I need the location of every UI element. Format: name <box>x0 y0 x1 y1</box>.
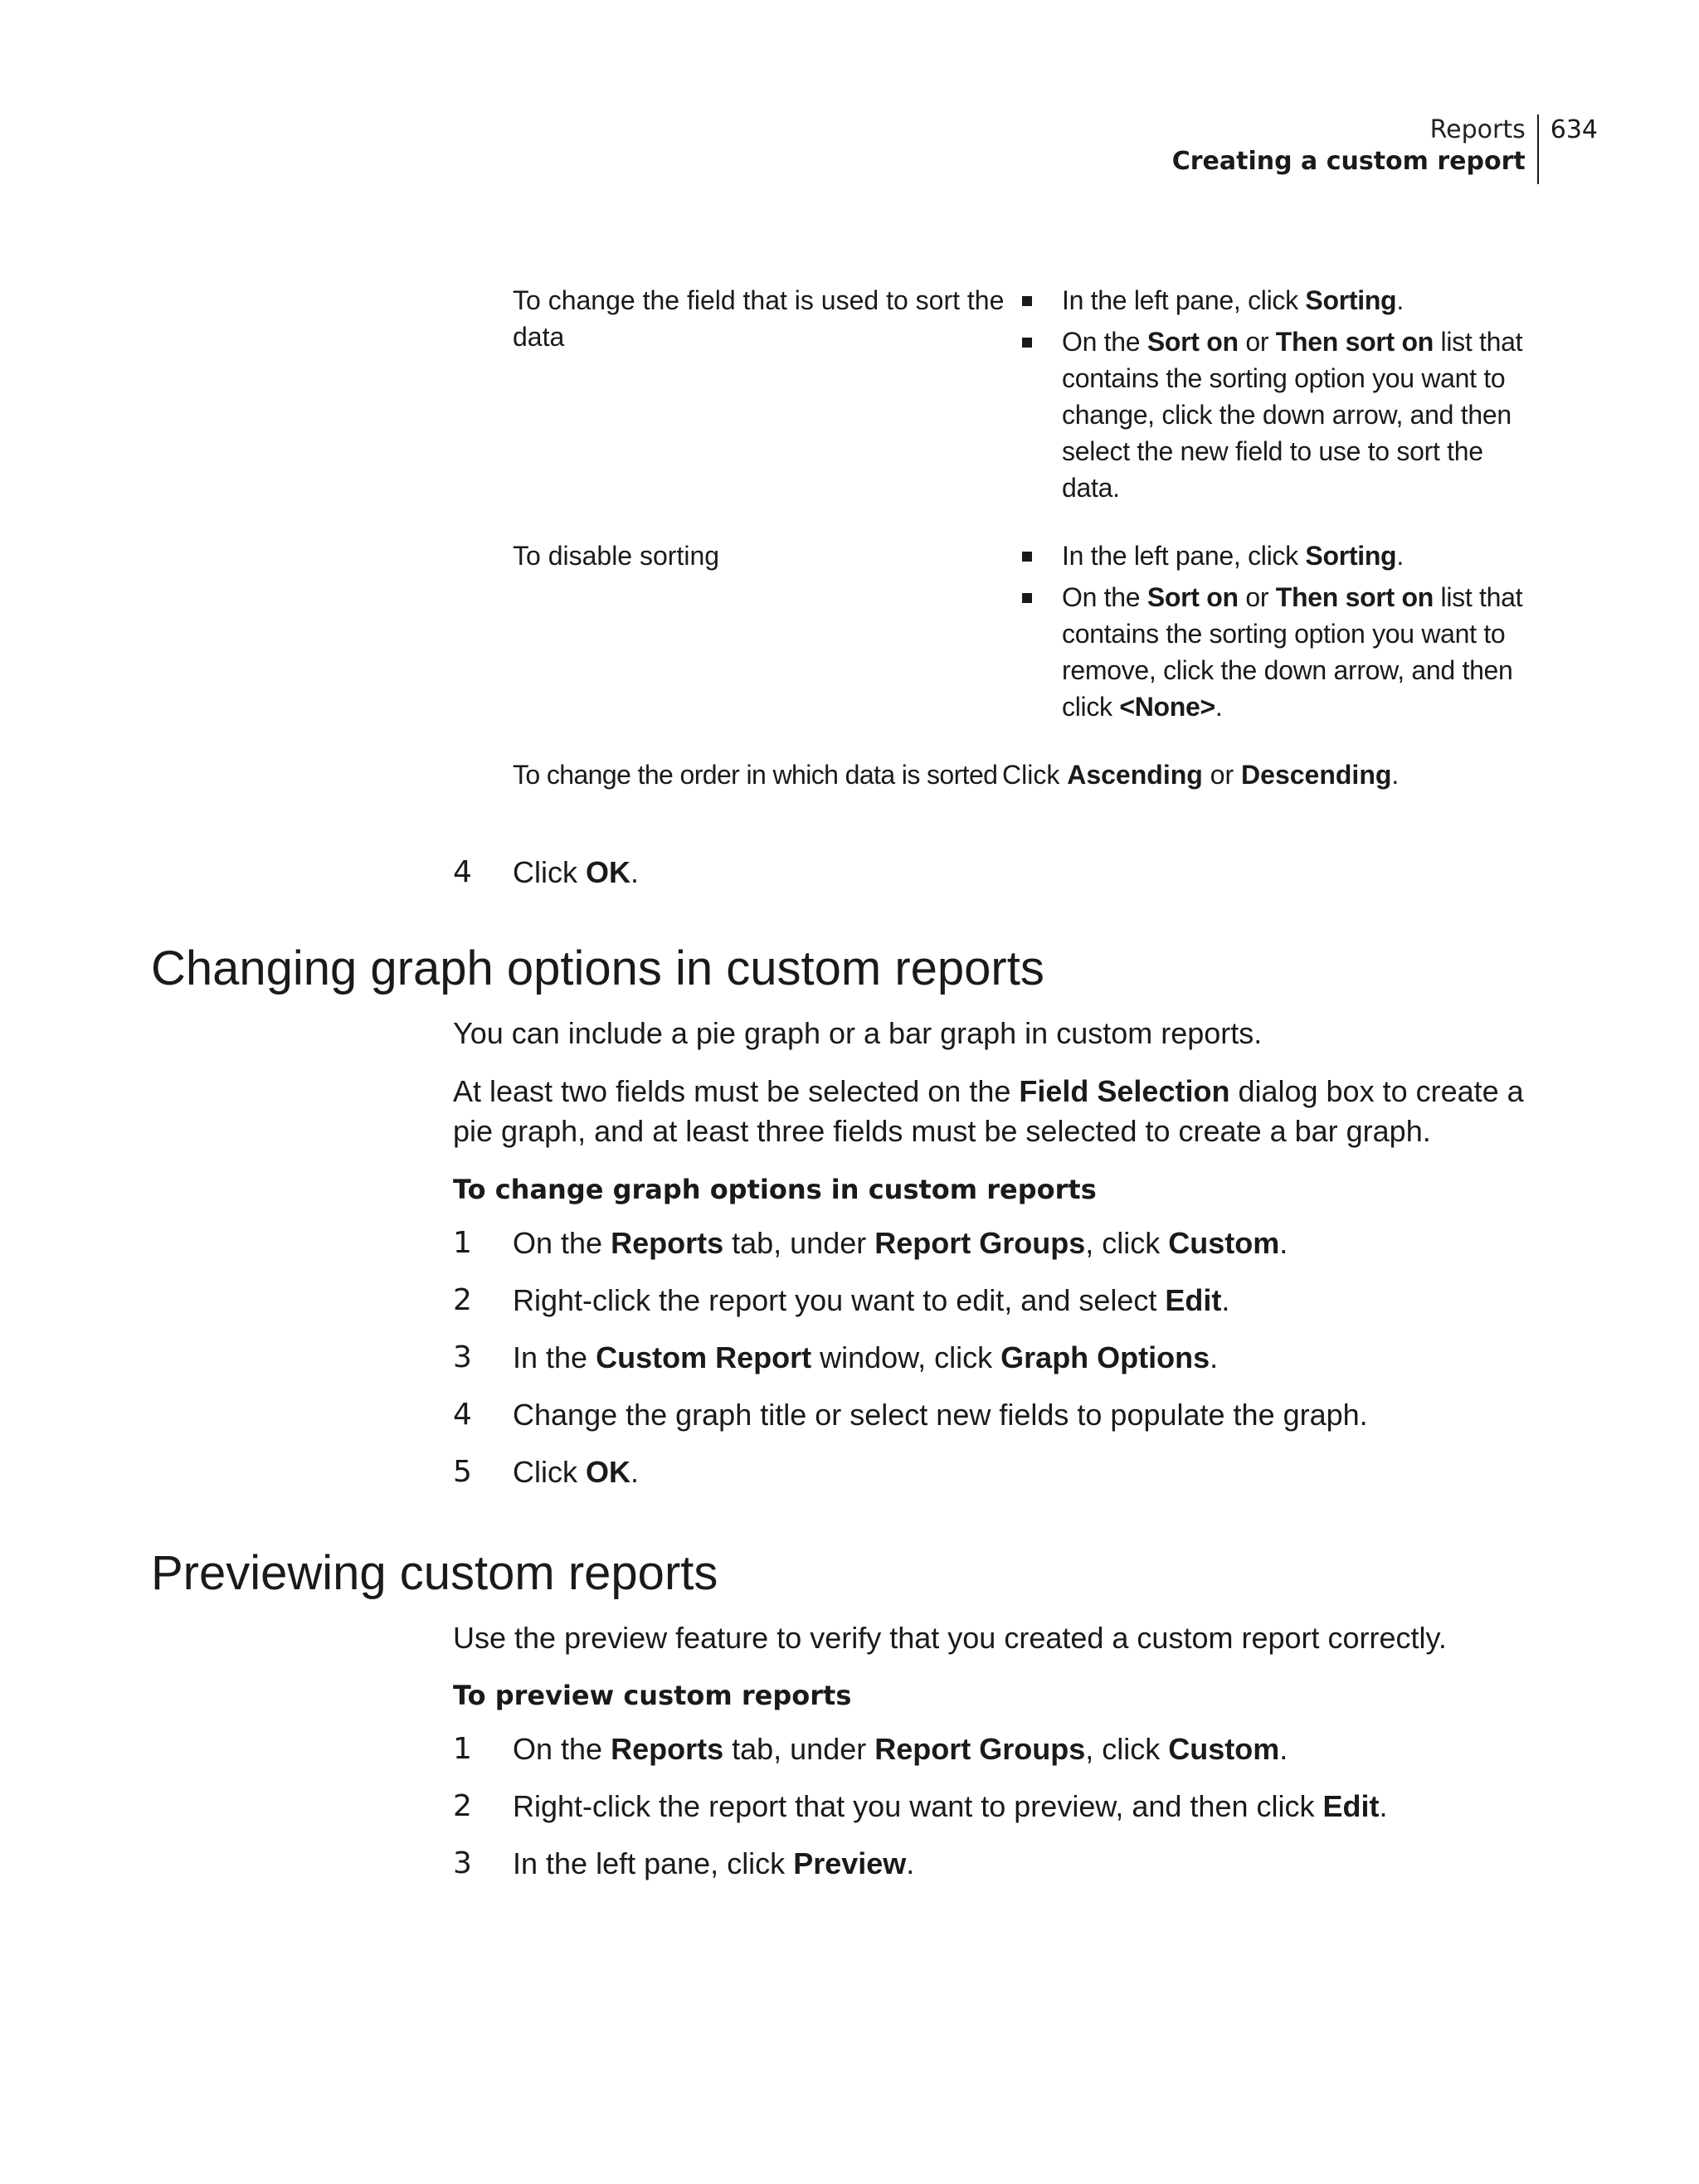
numbered-step <box>453 1787 1388 1826</box>
table-task-cell: To change the order in which data is sorted <box>513 760 998 790</box>
paragraph: You can include a pie graph or a bar graph in custom reports. <box>453 1016 1263 1050</box>
step-text: In the left pane, click Preview. <box>513 1846 915 1880</box>
step-text: In the Custom Report window, click Graph Options. <box>513 1340 1219 1374</box>
bullet-icon <box>1022 593 1032 603</box>
step-number: 4 <box>453 1398 472 1432</box>
numbered-step <box>453 1223 1288 1263</box>
numbered-step <box>453 1844 914 1884</box>
step-number: 4 <box>453 855 472 889</box>
table-steps-cell: Click Ascending or Descending. <box>1002 760 1400 790</box>
step-text: Click OK. <box>513 855 640 889</box>
procedure-title: To preview custom reports <box>453 1680 852 1711</box>
numbered-step <box>453 1338 1218 1378</box>
header-section: Reports <box>1429 115 1526 144</box>
list-item: In the left pane, click Sorting. <box>1022 282 1541 319</box>
numbered-step <box>453 1452 639 1492</box>
header-titles <box>1172 114 1539 184</box>
table-task-cell: To change the field that is used to sort the data <box>513 285 1005 352</box>
table-steps-cell <box>1022 537 1541 730</box>
step-number: 1 <box>453 1732 472 1766</box>
step-number: 2 <box>453 1283 472 1317</box>
step-number: 5 <box>453 1455 472 1489</box>
procedure-title: To change graph options in custom reports <box>453 1174 1097 1205</box>
bullet-icon <box>1022 338 1032 348</box>
step-text: Right-click the report that you want to preview, and then click Edit. <box>513 1789 1388 1823</box>
bullet-icon <box>1022 552 1032 562</box>
step-number: 1 <box>453 1226 472 1260</box>
table-row <box>513 756 1541 793</box>
list-item: On the Sort on or Then sort on list that contains the sorting option you want to remove, click the down arrow, and then click <None>. <box>1022 579 1541 725</box>
numbered-step <box>453 1729 1288 1769</box>
running-header <box>1172 114 1598 184</box>
step-number: 2 <box>453 1789 472 1823</box>
table-row <box>513 537 1541 730</box>
step-text: Change the graph title or select new fields to populate the graph. <box>513 1398 1368 1432</box>
paragraph: At least two fields must be selected on the Field Selection dialog box to create a pie graph, and at least three fields must be selected to create a bar graph. <box>453 1074 1524 1148</box>
page-number: 634 <box>1550 115 1598 144</box>
step-number: 3 <box>453 1340 472 1374</box>
list-item: On the Sort on or Then sort on list that contains the sorting option you want to change, click the down arrow, and then select the new field to use to sort the data. <box>1022 323 1541 506</box>
section-heading: Changing graph options in custom reports <box>151 941 1044 995</box>
table-steps-cell <box>1022 282 1541 511</box>
numbered-step <box>453 1281 1229 1321</box>
step-text: On the Reports tab, under Report Groups, click Custom. <box>513 1226 1288 1260</box>
step-text: On the Reports tab, under Report Groups, click Custom. <box>513 1732 1288 1766</box>
bullet-icon <box>1022 296 1032 306</box>
list-item: In the left pane, click Sorting. <box>1022 537 1541 574</box>
table-task-cell: To disable sorting <box>513 541 720 571</box>
header-subsection: Creating a custom report <box>1171 147 1526 176</box>
numbered-step <box>453 853 639 893</box>
section-heading: Previewing custom reports <box>151 1546 718 1600</box>
numbered-step <box>453 1395 1368 1435</box>
paragraph: Use the preview feature to verify that you created a custom report correctly. <box>453 1621 1447 1655</box>
step-text: Click OK. <box>513 1455 640 1489</box>
table-row <box>513 282 1541 511</box>
step-number: 3 <box>453 1846 472 1880</box>
step-text: Right-click the report you want to edit, and select Edit. <box>513 1283 1230 1317</box>
